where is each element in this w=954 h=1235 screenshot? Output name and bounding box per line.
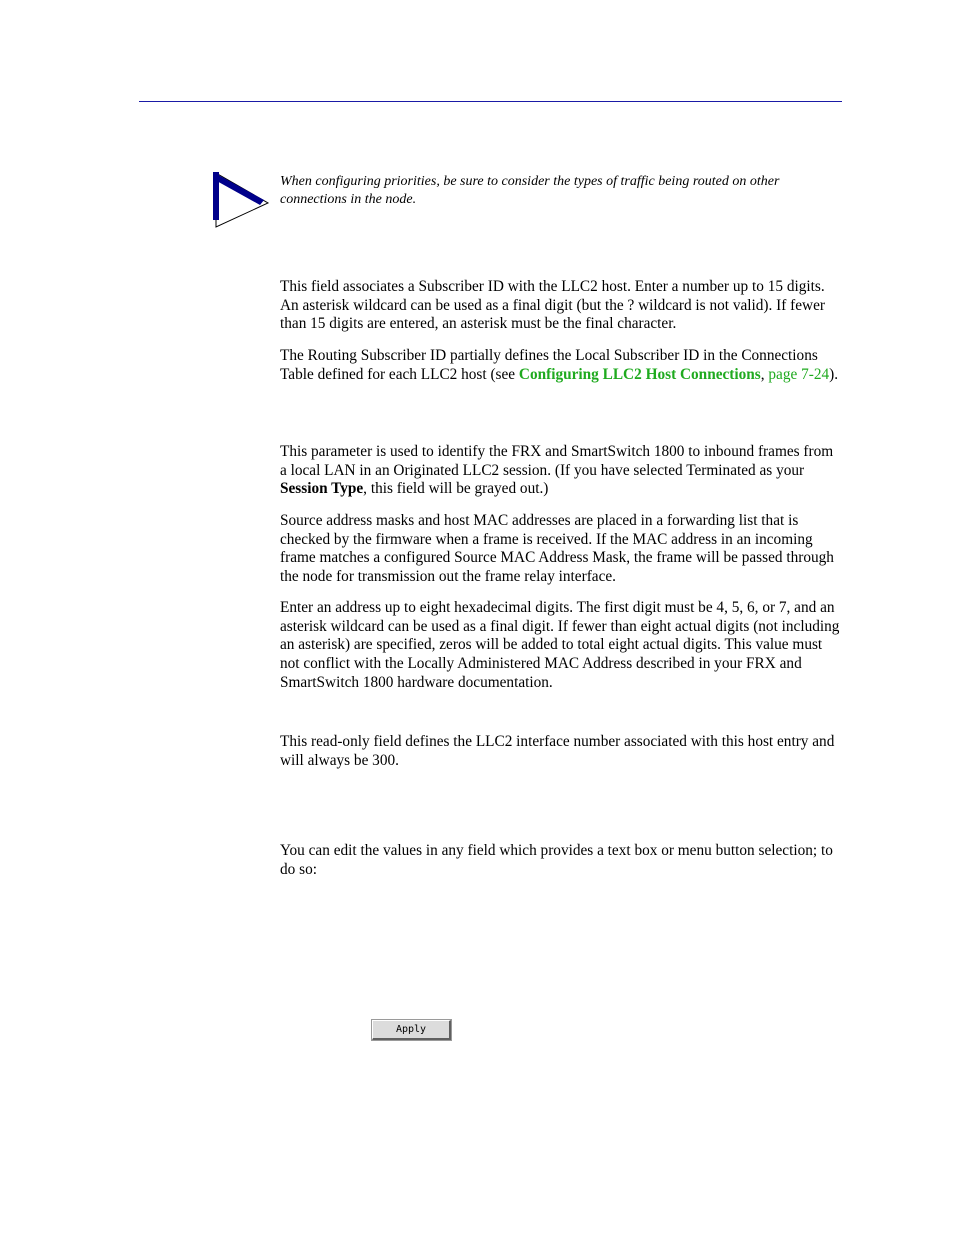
text-run: This parameter is used to identify the FRX and SmartSwitch 1800 to inbound frames from a local LAN in an Originated LLC2 session. (If you have selected Terminated as your [280,443,834,479]
source-mac-paragraph-1 [280,443,842,499]
text-run: The Routing Subscriber ID partially defines the Local Subscriber ID in the Connections Table defined for each LLC2 host (see [280,347,818,383]
text-run: , this field will be grayed out.) [363,480,549,498]
page-reference-link[interactable]: page 7-24 [768,365,830,383]
text-run: ). [829,365,839,383]
note-triangle-icon [212,171,270,229]
source-mac-paragraph-3: Enter an address up to eight hexadecimal digits. The first digit must be 4, 5, 6, or 7, and an asterisk wildcard can be used as a final digit. If fewer than eight actual digits (not including an asterisk) are specified, zeros will be added to total eight actual digits. This value must not conflict with the Locally Administered MAC Address described in your FRX and SmartSwitch 1800 hardware documentation. [280,599,840,691]
text-run: , [760,365,769,383]
configuring-llc2-host-connections-link[interactable]: Configuring LLC2 Host Connections [518,365,761,383]
header-rule [139,101,842,102]
note-text: When configuring priorities, be sure to consider the types of traffic being routed on other connections in the node. [280,174,780,207]
interface-paragraph: This read-only field defines the LLC2 interface number associated with this host entry and will always be 300. [280,733,835,769]
subscriber-id-paragraph-2 [280,347,842,384]
source-mac-paragraph-2: Source address masks and host MAC addresses are placed in a forwarding list that is checked by the firmware when a frame is received. If the MAC address in an incoming frame matches a configured Source MAC Address Mask, the frame will be passed through the node for transmission out the frame relay interface. [280,512,834,586]
session-type-term: Session Type [280,480,364,498]
apply-button[interactable]: Apply [372,1020,451,1040]
subscriber-id-paragraph-1: This field associates a Subscriber ID with the LLC2 host. Enter a number up to 15 digits. An asterisk wildcard can be used as a final digit (but the ? wildcard is not valid). If fewer than 15 digits are entered, an asterisk must be the final character. [280,278,825,333]
editing-paragraph: You can edit the values in any field which provides a text box or menu button selection; to do so: [280,842,833,878]
